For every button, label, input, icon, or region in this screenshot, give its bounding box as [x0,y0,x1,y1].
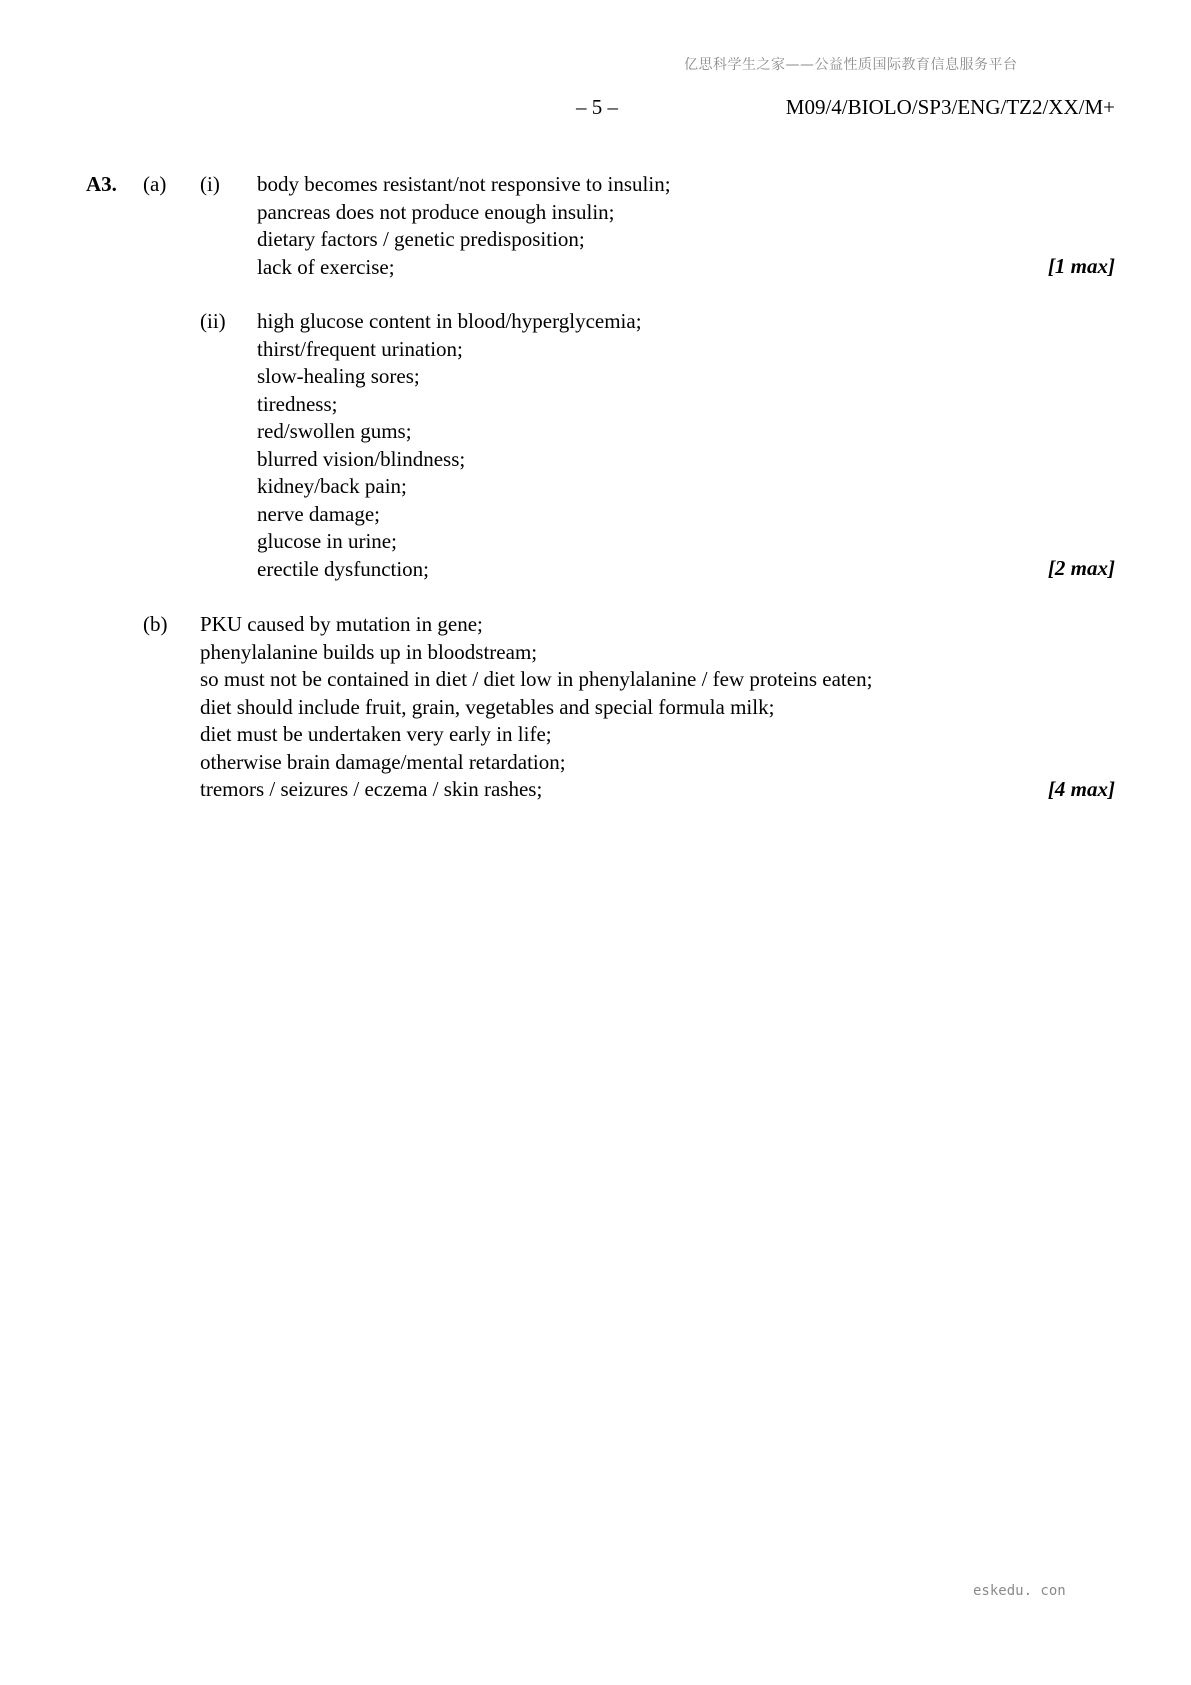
answer-line: erectile dysfunction; [257,556,430,581]
document-code: M09/4/BIOLO/SP3/ENG/TZ2/XX/M+ [785,95,1115,119]
answer-line: lack of exercise; [257,254,395,279]
answer-line: dietary factors / genetic predisposition; [257,227,585,251]
answer-line: otherwise brain damage/mental retardation; [200,749,566,774]
part-a-ii-answers [257,308,642,583]
page-number: – 5 – [576,95,618,119]
part-a-ii-label: (ii) [200,309,226,333]
answer-line: pancreas does not produce enough insulin; [257,199,615,224]
answer-line: kidney/back pain; [257,474,407,498]
answer-line: blurred vision/blindness; [257,446,466,471]
answer-line: diet must be undertaken very early in life; [200,722,552,746]
answer-line: slow-healing sores; [257,364,420,388]
question-number: A3. [86,172,117,196]
part-a-i-mark: [1 max] [1047,254,1115,278]
answer-line: tiredness; [257,391,338,416]
answer-line: glucose in urine; [257,529,397,553]
answer-line: phenylalanine builds up in bloodstream; [200,639,538,664]
footer-watermark: eskedu. con [973,1583,1066,1599]
answer-line: tremors / seizures / eczema / skin rashes; [200,777,543,801]
answer-line: red/swollen gums; [257,419,412,443]
part-a-i-answers [257,171,671,281]
part-a-label: (a) [143,172,167,196]
answer-line: so must not be contained in diet / diet low in phenylalanine / few proteins eaten; [200,667,873,691]
header-watermark: 亿思科学生之家——公益性质国际教育信息服务平台 [684,57,1018,73]
part-a-ii-mark: [2 max] [1047,556,1115,580]
answer-line: high glucose content in blood/hyperglycemia; [257,309,642,333]
answer-line: thirst/frequent urination; [257,336,463,361]
part-b-label: (b) [143,612,168,636]
answer-line: PKU caused by mutation in gene; [200,612,483,636]
answer-line: nerve damage; [257,501,381,526]
answer-line: body becomes resistant/not responsive to insulin; [257,172,671,196]
part-b-answers [200,611,872,804]
answer-line: diet should include fruit, grain, vegetables and special formula milk; [200,694,775,719]
part-b-mark: [4 max] [1047,777,1115,801]
part-a-i-label: (i) [200,172,220,196]
